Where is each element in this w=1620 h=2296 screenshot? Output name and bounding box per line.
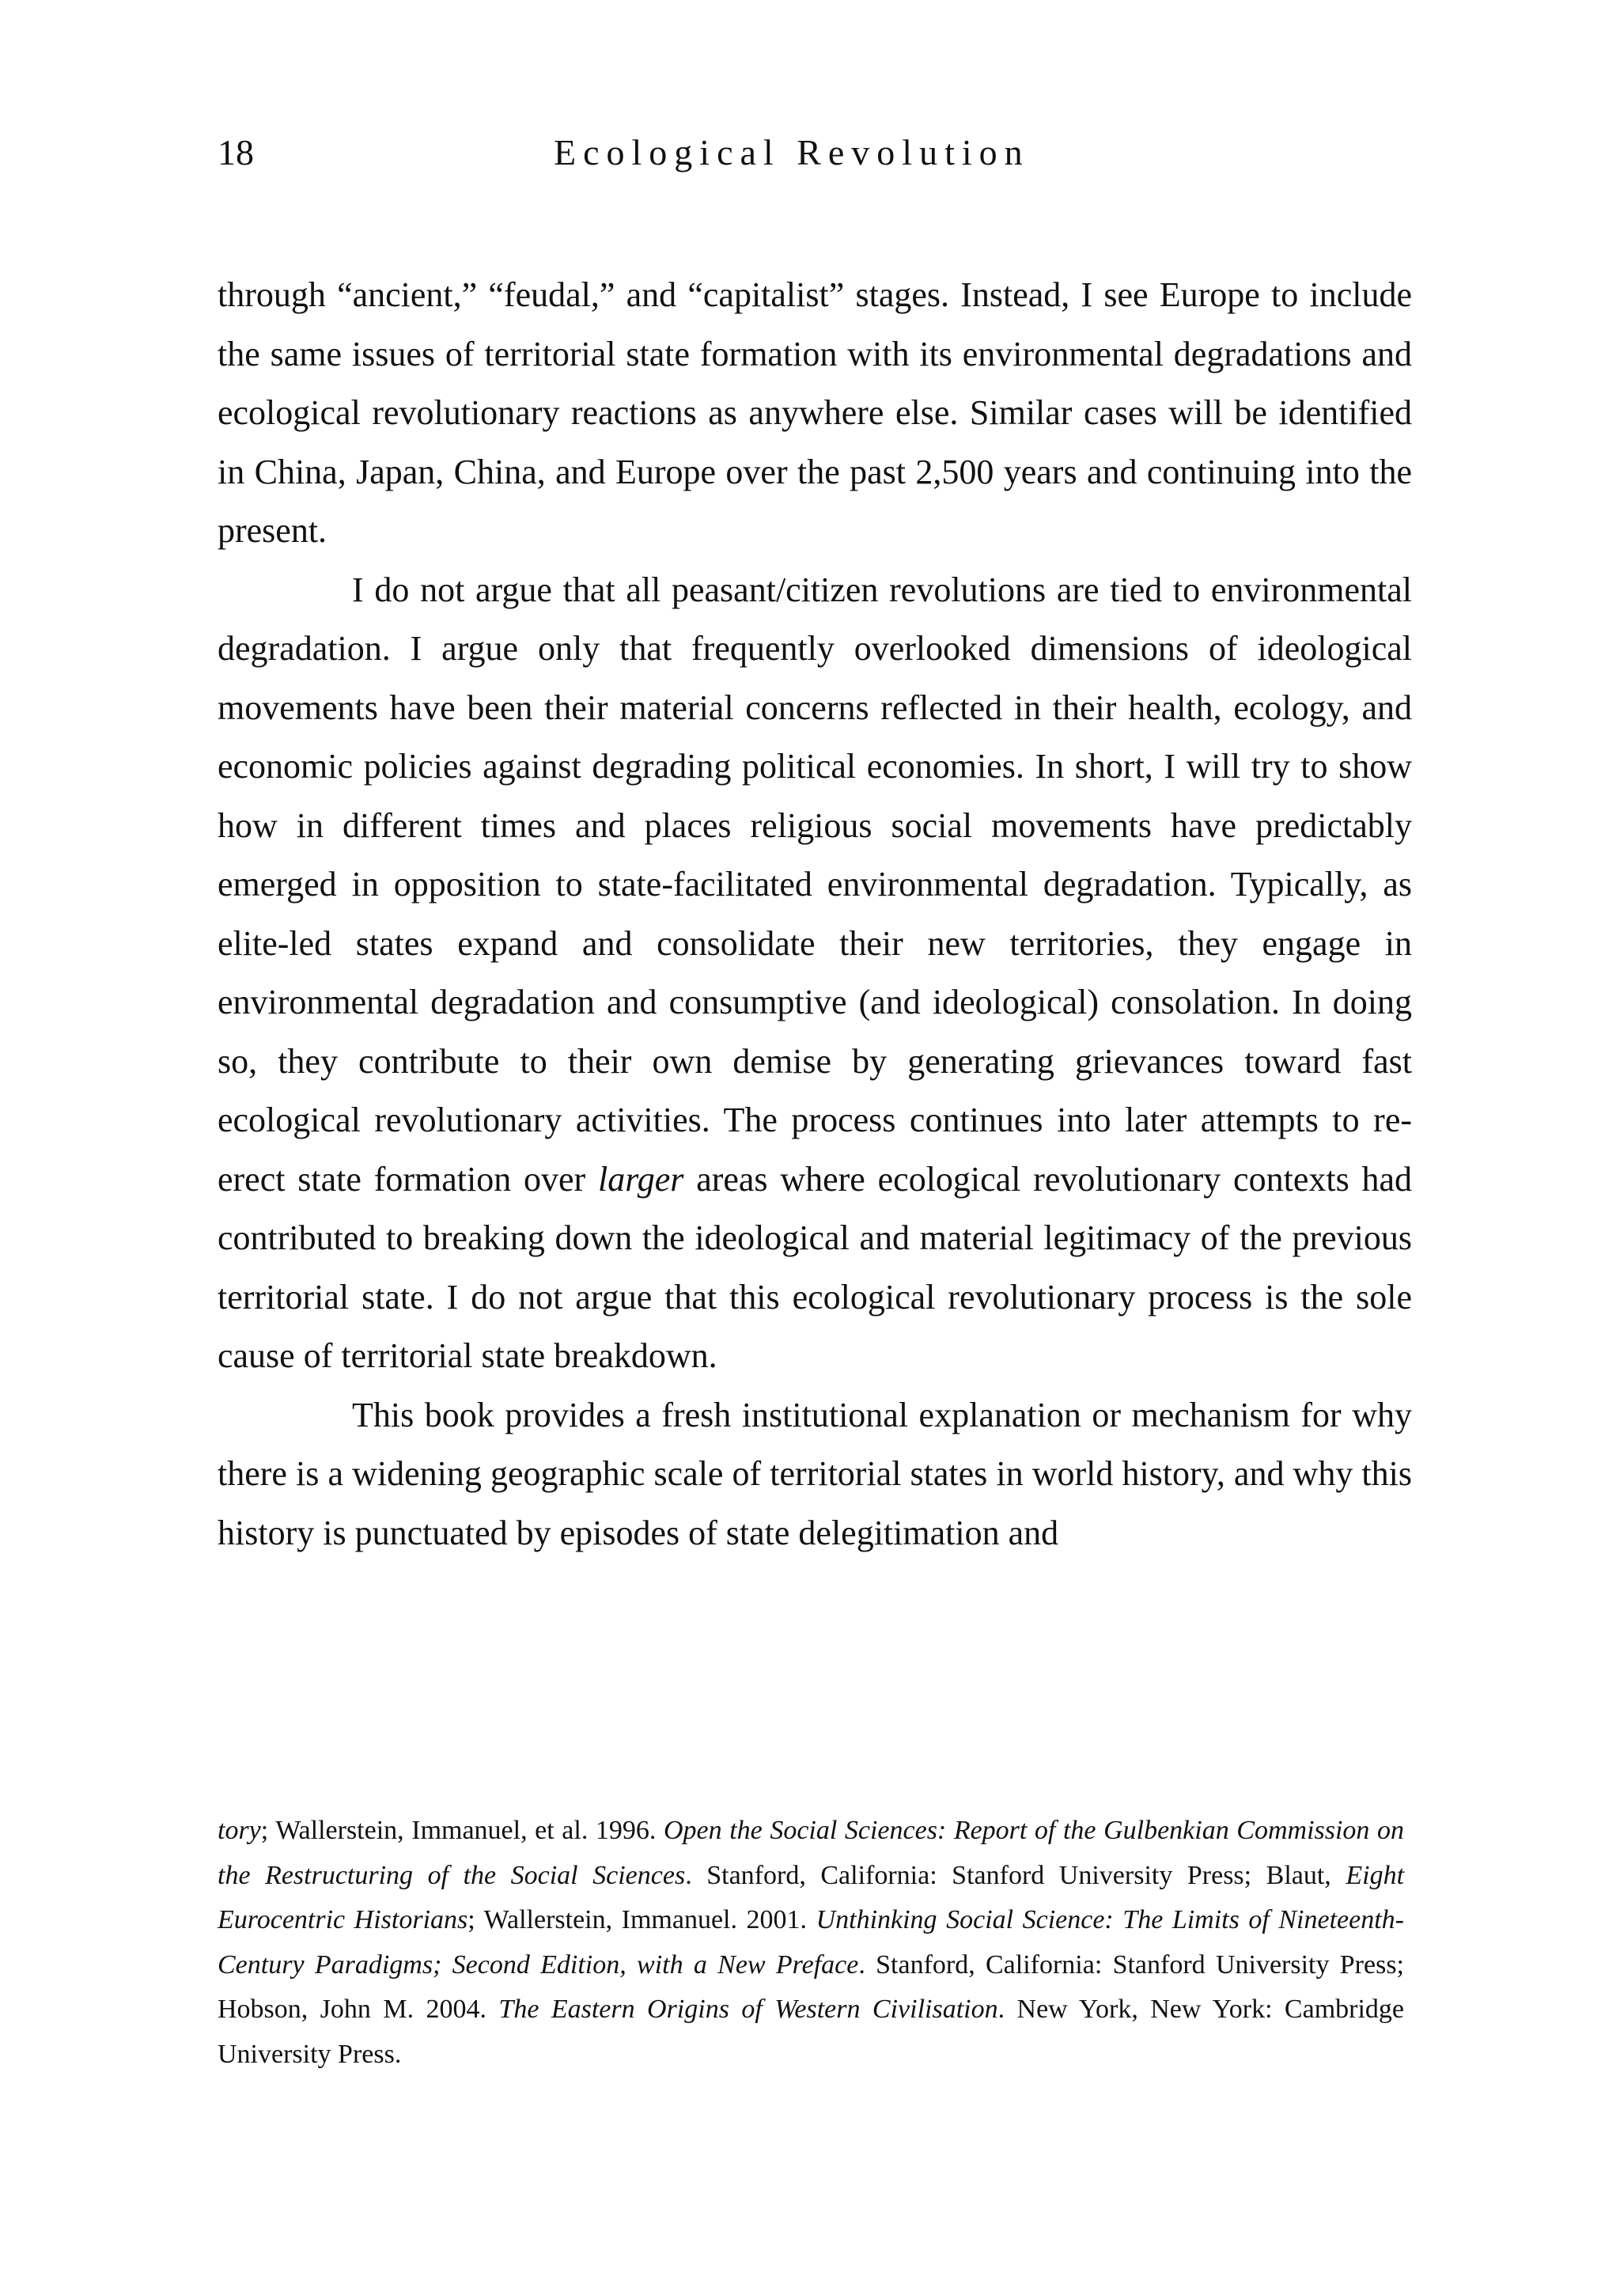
emphasis-larger: larger [598, 1159, 684, 1199]
footnote-title-eurocentric-historians: Eight Eurocentric Historians [218, 1860, 1405, 1934]
paragraph-2-rest: areas where ecological revolutionary contexts had contributed to breaking down the ideological and material legitimacy of the previous territorial state. I do not argue that this ecological revolutionary process is the sole cause of territorial state breakdown. [218, 1159, 1413, 1375]
running-title: Ecological Revolution [554, 132, 1030, 172]
footnote-seg-2: ; Wallerstein, Immanuel, et al. 1996. [260, 1816, 657, 1845]
footnote-seg-4: . Stanford, California: Stanford University Press; Blaut, [685, 1860, 1331, 1890]
paragraph-2-text: I do not argue that all peasant/citizen revolutions are tied to environmental degradation. I argue only that frequently overlooked dimensions of ideological movements have been their material concerns reflected in their health, ecology, and economic policies against degrading political economies. In short, I will try to show how in different times and places religious social movements have predictably emerged in opposition to state-facilitated environmental degradation. Typically, as elite-led states expand and consolidate their new territories, they engage in environmental degradation and consumptive (and ideological) consolation. In doing so, they contribute to their own demise by generating grievances toward fast ecological revolutionary activities. The process continues into later attempts to re-erect state formation over [218, 570, 1412, 1199]
footnote-title-open-social-sciences: Open the Social Sciences: Report of the Gulbenkian Commission on the Restructuring of the Social Sciences [218, 1816, 1404, 1890]
footnote-title-eastern-origins: The Eastern Origins of Western Civilisation [498, 1995, 998, 2024]
body-text [218, 266, 1412, 1563]
footnote [218, 1809, 1404, 2077]
footnote-title-unthinking-social-science: Unthinking Social Science: The Limits of Nineteenth-Century Paradigms; Second Edition, with a New Preface [218, 1905, 1404, 1980]
page-number: 18 [218, 132, 254, 172]
paragraph-3: This book provides a fresh institutional explanation or mechanism for why there is a widening geographic scale of territorial states in world history, and why this history is punctuated by episodes of state delegitimation and [218, 1395, 1412, 1552]
footnote-seg-1: tory [218, 1816, 261, 1845]
footnote-seg-8: . Stanford, California: Stanford University Press; Hobson, John M. 2004. [218, 1949, 1404, 2024]
paragraph-1: through “ancient,” “feudal,” and “capitalist” stages. Instead, I see Europe to include the same issues of territorial state formation with its environmental degradations and ecological revolutionary reactions as anywhere else. Similar cases will be identified in China, Japan, China, and Europe over the past 2,500 years and continuing into the present. [218, 275, 1412, 550]
paragraph-2 [218, 561, 1412, 1386]
footnote-seg-6: ; Wallerstein, Immanuel. 2001. [467, 1905, 808, 1934]
footnote-seg-10: . New York, New York: Cambridge University Press. [218, 1995, 1405, 2069]
